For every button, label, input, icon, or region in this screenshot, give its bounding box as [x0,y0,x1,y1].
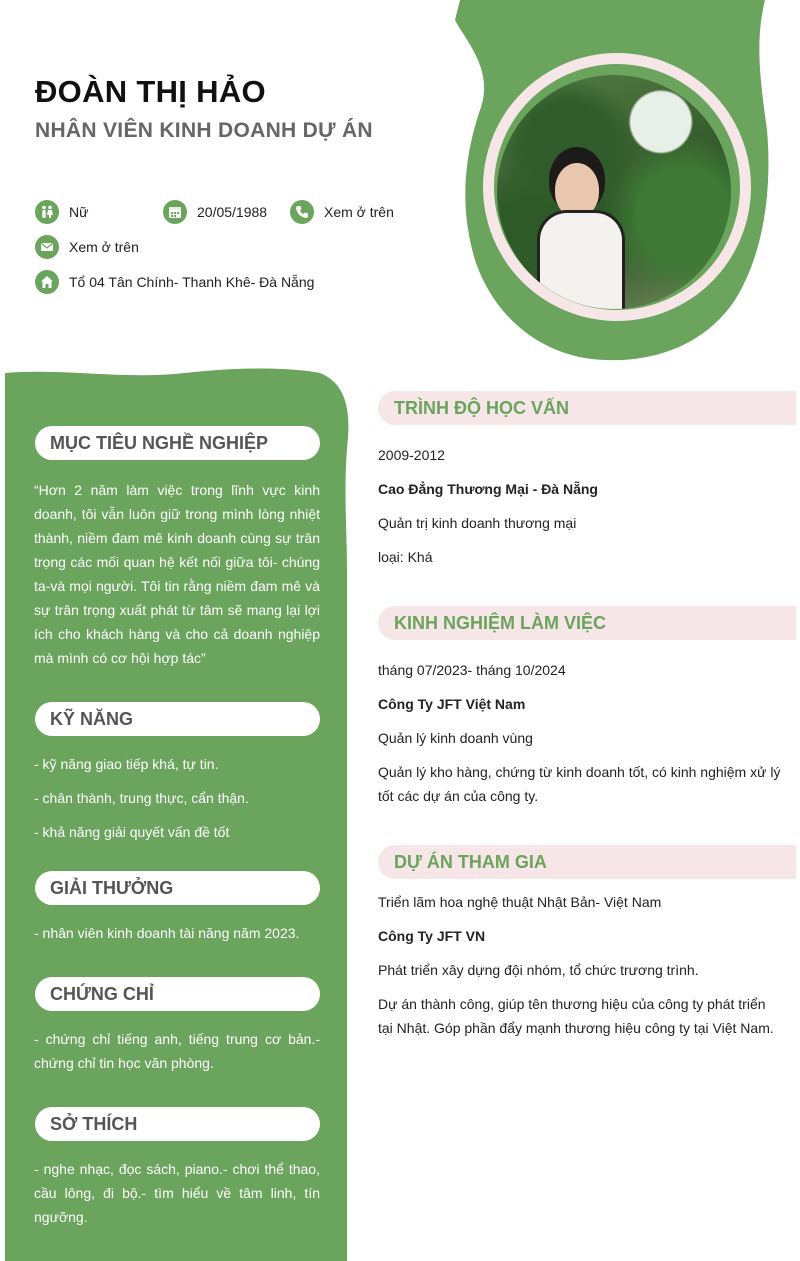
phone-value: Xem ở trên [324,204,394,220]
hobbies-title: SỞ THÍCH [35,1107,320,1141]
project-company: Công Ty JFT VN [378,928,486,944]
gender-icon [35,200,59,224]
skill-item: - chân thành, trung thực, cẩn thận. [34,790,249,806]
project-name: Triển lãm hoa nghệ thuật Nhật Bản- Việt Nam [378,894,662,910]
job-title: NHÂN VIÊN KINH DOANH DỰ ÁN [35,119,373,142]
education-title: TRÌNH ĐỘ HỌC VẤN [378,391,796,425]
home-icon [35,270,59,294]
education-period: 2009-2012 [378,447,445,463]
email-icon [35,235,59,259]
info-address [35,270,314,294]
candidate-name: ĐOÀN THỊ HẢO [35,74,266,109]
experience-company: Công Ty JFT Việt Nam [378,696,526,712]
projects-title: DỰ ÁN THAM GIA [378,845,796,879]
info-gender [35,200,88,224]
gender-value: Nữ [69,204,89,220]
info-phone [290,200,394,224]
info-email [35,235,139,259]
info-birthday [163,200,267,224]
experience-description: Quản lý kho hàng, chứng từ kinh doanh tốt, có kinh nghiệm xử lý tốt các dự án của công ty. [378,764,781,804]
award-item: - nhân viên kinh doanh tài năng năm 2023. [34,925,300,941]
education-school: Cao Đẳng Thương Mại - Đà Nẵng [378,481,598,497]
awards-title: GIẢI THƯỞNG [35,871,320,905]
project-role: Phát triển xây dựng đội nhóm, tổ chức trương trình. [378,962,699,978]
experience-title: KINH NGHIỆM LÀM VIỆC [378,606,796,640]
education-grade: loại: Khá [378,549,433,565]
photo-person-body [537,210,625,309]
skill-item: - kỹ năng giao tiếp khá, tự tin. [34,756,219,772]
left-sidebar [5,368,350,1261]
objective-title: MỤC TIÊU NGHỀ NGHIỆP [35,426,320,460]
education-major: Quản trị kinh doanh thương mại [378,515,577,531]
address-value: Tổ 04 Tân Chính- Thanh Khê- Đà Nẵng [69,274,315,290]
calendar-icon [163,200,187,224]
photo-person-head [555,163,599,217]
certificates-title: CHỨNG CHỈ [35,977,320,1011]
experience-period: tháng 07/2023- tháng 10/2024 [378,662,566,678]
profile-photo [497,75,731,309]
project-description: Dự án thành công, giúp tên thương hiệu của công ty phát triển tại Nhật. Góp phần đẩy mạnh thương hiệu công ty tại Việt Nam. [378,996,774,1036]
phone-icon [290,200,314,224]
skills-title: KỸ NĂNG [35,702,320,736]
skill-item: - khả năng giải quyết vấn đề tốt [34,824,230,840]
hobbies-text: - nghe nhạc, đọc sách, piano.- chơi thể thao, cầu lông, đi bộ.- tìm hiểu về tâm linh, tín ngưỡng. [34,1161,320,1225]
birthday-value: 20/05/1988 [197,204,268,220]
certificates-text: - chứng chỉ tiếng anh, tiếng trung cơ bản.- chứng chỉ tin học văn phòng. [34,1031,320,1071]
email-value: Xem ở trên [69,239,139,255]
experience-position: Quản lý kinh doanh vùng [378,730,533,746]
objective-text: “Hơn 2 năm làm việc trong lĩnh vực kinh doanh, tôi vẫn luôn giữ trong mình lòng nhiệt thành, niềm đam mê kinh doanh cùng sự trân trọng các mối quan hệ kết nối giữa tôi- chúng ta-và mọi người. Tôi tin rằng niềm đam mê và sự trân trọng xuất phát từ tâm sẽ mang lại lợi ích cho khách hàng và cho cả doanh nghiệp mà mình có cơ hội hợp tác” [34,482,320,666]
